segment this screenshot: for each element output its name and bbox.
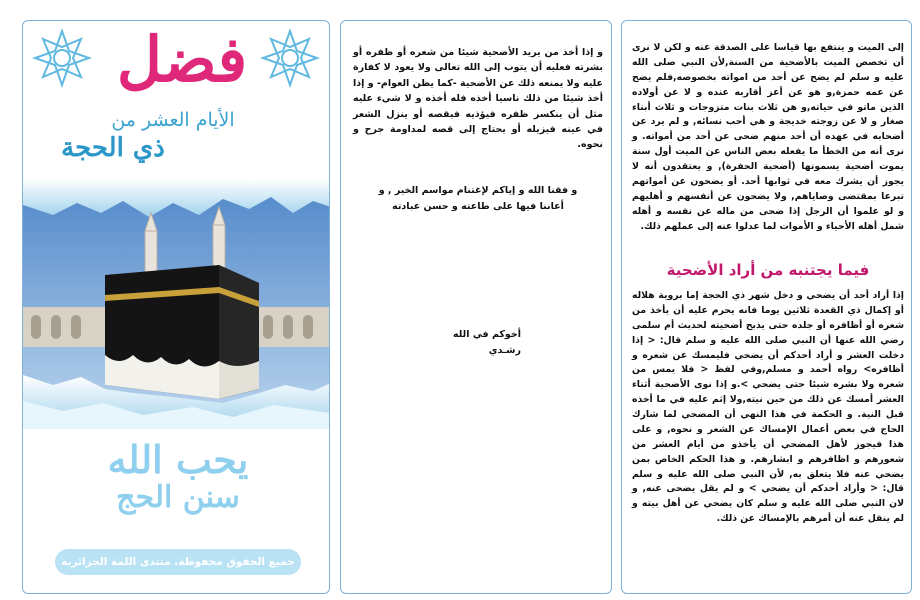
right-paragraph-1: إلى الميت و ينتفع بها قياسا على الصدقة عنه و لكن لا نرى أن تخصص الميت بالأضحية من السنة,لأن النبي صلى الله عليه و سلم لم يضح عن أحد من امواته بخصوصه,فلم يضح عن عمه حمزة,و هو عن أعز أقاربه عنده و لا عن أولاده الذين ماتو في حياته,و هن ثلاث بنات متزوجات و ثلاث أبناء صغار و لا عن زوجته خديجة و هي أحب نسائه, و لم يرد عن أضحابه في عهده أن أحد منهم ضحى عن أحد من أمواته. و نرى أنه من الخطأ ما يفعله بعض الناس عن الميت أول سنة يموت أضحية يسمونها (أضحية الحفرة), و يعتقدون أنه لا يجوز أن يشرك معه في ثوابها أحد. أو يضحون عن أمواتهم تبرعا بمقتضى وصاياهم, ولا يضحون عن أنفسهم و أهليهم و لو علموا أن الرجل إذا ضحى من ماله عن نفسه و أهله شمل أهله الأحياء و الأموات لما عدلوا عنه إلى عملهم ذلك. [632, 42, 904, 232]
calligraphy-line: يحب الله [107, 437, 249, 482]
poster-subtitle-month: ذي الحجة [61, 133, 165, 163]
signature [401, 327, 521, 359]
middle-paragraph: و إذا أخذ من يريد الأضحية شيئا من شعره أو ظفره أو بشرته فعليه أن يتوب إلى الله تعالى ولا يعود لا كفارة عليه ولا يمنعه ذلك عن الأضحية -كما يظن العوام- و إذا أخذ شيئا من ذلك ناسيا أخذه فله أخذه و لا شيء عليه مثل أن ينكسر ظفره فيؤذيه فيقصه أو ينزل الشعر في عينه فيزيله أو يحتاج إلى قصه لمداومة جرح و نحوه. [353, 47, 603, 151]
poster-title: فضل [116, 23, 248, 96]
calligraphy-line: سنن الحج [116, 479, 240, 515]
rosette-ornament-icon [259, 27, 321, 89]
poster-panel [22, 20, 330, 594]
kaaba-image [23, 179, 330, 429]
section-heading: فيما يجتنبه من أراد الأضحية [666, 261, 870, 279]
calligraphy-logo [63, 439, 293, 549]
right-text-panel [621, 20, 912, 594]
signature-line: أخوكم في الله [453, 329, 521, 340]
rosette-ornament-icon [31, 27, 93, 89]
closing-prayer: و فقنا الله و إياكم لإغتنام مواسم الخير , و أعاننا فيها على طاعته و حسن عبادته [378, 185, 578, 213]
poster-subtitle: الأيام العشر من [111, 109, 235, 131]
middle-text-panel [340, 20, 612, 594]
copyright-badge: جميع الحقوق محفوظة. منتدى اللمة الجزائرية [55, 549, 301, 575]
right-paragraph-2: إذا أراد أحد أن يضحي و دخل شهر ذي الحجة إما بروية هلاله أو إكمال ذي القعدة ثلاثين يوما فانه يحرم عليه أن يأخذ من شعره أو أظافره أو جلده حتى يذبح أضحيته لحديث أم سلمى رضي الله عنها أن النبي صلى الله عليه و سلم قال: < إذا دخلت العشر و أراد أحدكم أن يضحي فليمسك عن شعره و أظافره> رواه أحمد و مسلم,وفي لفظ < فلا يمس من شعره ولا بشره شيئا حتى يضحي >.و إذا نوى الأضحية أثناء العشر أمسك عن ذلك من حين نيته,ولا إثم عليه في ما أخذه قبل النية. و الحكمة في هذا النهي أن المضحي لما شارك الحاج في بعض أعمال الإمساك عن الشعر و نحوه, و على هذا فيجوز لأهل المضحي أن يأخذو من أيام العشر من شعورهم و اظافرهم و ابشارهم. و هذا الحكم الخاص بمن يضحي عنه فلا يتعلق به, لأن النبي صلى الله عليه و سلم قال: < وأراد أحدكم أن يضحي > و لم يقل يضحى عنه, و لان النبي صلى الله عليه و سلم كان يضحي عن أهل بيته و لم ينقل عنه أن أمرهم بالإمساك عن ذلك. [632, 290, 904, 525]
signature-name: رشـدي [488, 345, 521, 357]
